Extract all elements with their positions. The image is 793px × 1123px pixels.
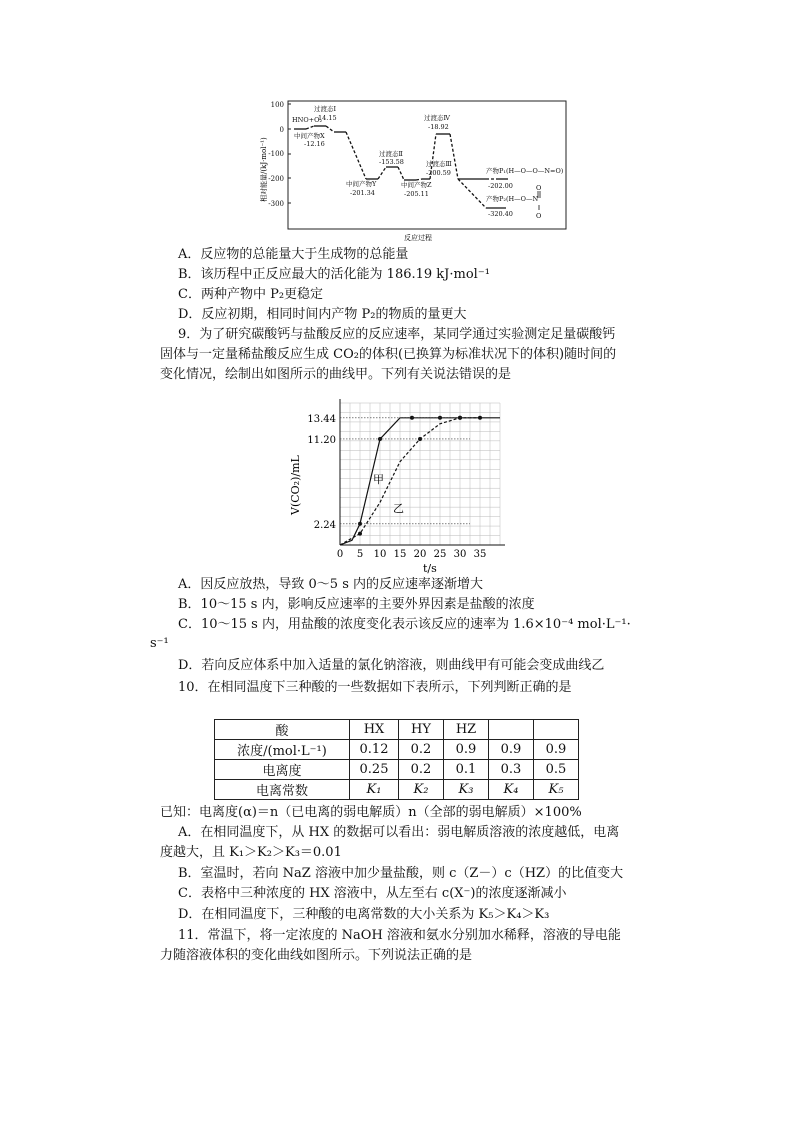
label-intx-val: -12.16 (304, 140, 325, 148)
y-tick: -100 (268, 150, 284, 158)
q10-note: 已知：电离度(α)＝n（已电离的弱电解质）n（全部的弱电解质）×100% (160, 805, 582, 820)
table-cell: 0.2 (399, 760, 444, 780)
table-cell: 0.9 (534, 740, 579, 760)
label-ts3-val: -200.59 (426, 169, 451, 177)
table-cell: 0.2 (399, 740, 444, 760)
label-ts4-val: -18.92 (428, 123, 449, 131)
data-point-jia (478, 416, 482, 420)
q9-stem-3: 变化情况，绘制出如图所示的曲线甲。下列有关说法错误的是 (160, 367, 512, 382)
label-ts3: 过渡态Ⅲ (426, 160, 452, 168)
series-label-jia: 甲 (373, 473, 384, 486)
q8-option-d: D．反应初期，相同时间内产物 P₂的物质的量更大 (178, 307, 467, 322)
y-tick: -300 (268, 200, 284, 208)
x-tick-label: 5 (356, 549, 364, 560)
table-cell: 0.9 (444, 740, 489, 760)
q9-option-b: B．10～15 s 内，影响反应速率的主要外界因素是盐酸的浓度 (178, 597, 535, 612)
q8-option-b: B．该历程中正反应最大的活化能为 186.19 kJ·mol⁻¹ (178, 267, 490, 282)
table-cell: K₃ (444, 780, 489, 800)
data-point-yi (358, 532, 362, 536)
label-intz: 中间产物Z (401, 181, 432, 189)
x-tick-label: 20 (413, 549, 427, 560)
label-ts1: 过渡态Ⅰ (314, 105, 337, 113)
q10-option-b: B．室温时，若向 NaZ 溶液中加少量盐酸，则 c（Z－）c（HZ）的比值变大 (178, 866, 624, 881)
q10-option-d: D．在相同温度下，三种酸的电离常数的大小关系为 K₅＞K₄＞K₃ (178, 907, 550, 922)
chart-ticks (307, 414, 486, 560)
x-tick-label: 0 (336, 549, 344, 560)
table-cell: K₁ (350, 780, 399, 800)
label-ts4: 过渡态Ⅳ (424, 114, 450, 122)
table-row (215, 740, 579, 760)
q10-option-a-cont: 度越大，且 K₁＞K₂＞K₃＝0.01 (160, 845, 342, 860)
table-cell: 电离常数 (215, 780, 350, 800)
table-cell: 0.3 (489, 760, 534, 780)
table-cell: 浓度/(mol·L⁻¹) (215, 740, 350, 760)
table-cell: 0.5 (534, 760, 579, 780)
table-row (215, 760, 579, 780)
x-axis-label: t/s (423, 562, 437, 575)
y-tick: 0 (279, 126, 284, 134)
label-p2-val: -320.40 (488, 210, 513, 218)
x-tick-label: 10 (373, 549, 387, 560)
y-tick-label: 11.20 (307, 434, 336, 446)
q8-option-a: A．反应物的总能量大于生成物的总能量 (178, 247, 409, 262)
label-p2: 产物P₂(H—O—N (486, 195, 539, 203)
x-tick-label: 15 (393, 549, 407, 560)
q9-option-a: A．因反应放热，导致 0～5 s 内的反应速率逐渐增大 (178, 577, 483, 592)
y-tick: 100 (270, 101, 284, 109)
x-tick-label: 35 (473, 549, 487, 560)
label-p1: 产物P₁(H—O—O—N=O) (486, 167, 564, 175)
table-cell: K₄ (489, 780, 534, 800)
q10-option-c: C．表格中三种浓度的 HX 溶液中，从左至右 c(X⁻)的浓度逐渐减小 (178, 886, 567, 901)
label-reactant: HNO+O₂ (292, 116, 323, 124)
series-label-yi: 乙 (393, 502, 404, 515)
q9-stem-2: 固体与一定量稀盐酸反应生成 CO₂的体积(已换算为标准状况下的体积)随时间的 (160, 347, 617, 362)
table-cell (534, 720, 579, 740)
table-row (215, 720, 579, 740)
label-ts2-val: -153.58 (379, 158, 404, 166)
x-tick-label: 25 (433, 549, 447, 560)
q8-option-c: C．两种产物中 P₂更稳定 (178, 287, 324, 302)
energy-profile-diagram (254, 98, 568, 246)
table-cell: 0.9 (489, 740, 534, 760)
x-axis-label: 反应过程 (404, 234, 432, 242)
label-ts2: 过渡态Ⅱ (379, 150, 403, 158)
co2-volume-chart (285, 395, 515, 575)
p2-o-bottom: O (536, 212, 542, 220)
q9-option-c: C．10～15 s 内，用盐酸的浓度变化表示该反应的速率为 1.6×10⁻⁴ mol·L⁻¹· (178, 617, 631, 632)
y-tick-label: 13.44 (307, 413, 336, 425)
table-row (215, 780, 579, 800)
table-cell: HZ (444, 720, 489, 740)
q11-stem-1: 11．常温下，将一定浓度的 NaOH 溶液和氨水分别加水稀释，溶液的导电能 (178, 928, 621, 943)
q10-stem: 10．在相同温度下三种酸的一些数据如下表所示，下列判断正确的是 (178, 680, 572, 695)
p2-o-top: O (536, 184, 542, 192)
q9-stem-1: 9．为了研究碳酸钙与盐酸反应的反应速率，某同学通过实验测定足量碳酸钙 (178, 327, 616, 342)
table-cell: K₅ (534, 780, 579, 800)
table-cell: HX (350, 720, 399, 740)
label-inty: 中间产物Y (346, 180, 377, 188)
label-intz-val: -205.11 (404, 190, 429, 198)
q10-option-a: A．在相同温度下，从 HX 的数据可以看出：弱电解质溶液的浓度越低，电离 (178, 825, 620, 840)
table-cell: 0.12 (350, 740, 399, 760)
y-axis-label: V(CO₂)/mL (289, 455, 302, 515)
q9-option-d: D．若向反应体系中加入适量的氯化钠溶液，则曲线甲有可能会变成曲线乙 (178, 658, 605, 673)
label-p1-val: -202.00 (488, 182, 513, 190)
table-cell: 0.25 (350, 760, 399, 780)
table-cell: 酸 (215, 720, 350, 740)
y-tick: -200 (268, 175, 284, 183)
x-tick-label: 30 (453, 549, 467, 560)
q9-option-c-cont: s⁻¹ (150, 636, 169, 651)
table-cell: K₂ (399, 780, 444, 800)
table-cell: 电离度 (215, 760, 350, 780)
table-cell: HY (399, 720, 444, 740)
table-cell (489, 720, 534, 740)
y-axis-label: 相对能量/(kJ·mol⁻¹) (260, 137, 268, 202)
label-intx: 中间产物X (294, 132, 325, 140)
y-tick-label: 2.24 (313, 519, 336, 531)
label-ts1-val: 14.15 (318, 114, 337, 122)
acid-data-table (214, 719, 579, 800)
q11-stem-2: 力随溶液体积的变化曲线如图所示。下列说法正确的是 (160, 948, 473, 963)
label-inty-val: -201.34 (350, 189, 375, 197)
table-cell: 0.1 (444, 760, 489, 780)
